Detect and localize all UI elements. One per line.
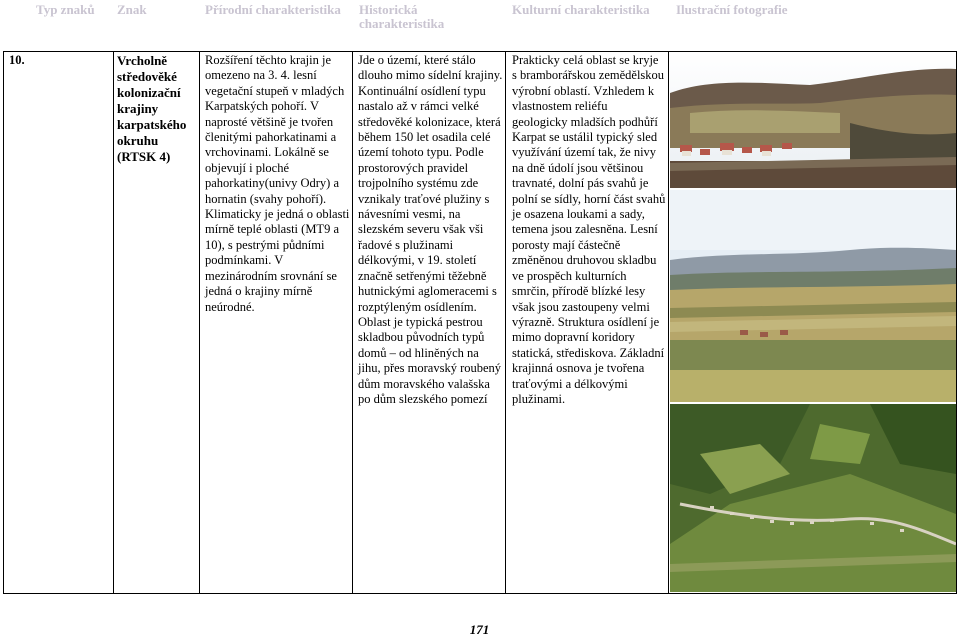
column-divider [668,51,669,594]
historical-characteristic: Jde o území, které stálo dlouho mimo sídelní krajiny. Kontinuální osídlení typu nastalo až v rámci velké středověké kolonizace, která během 150 let osadila celé území tohoto typu. Podle prostorových pravidel trojpolního systému zde vznikaly traťové plužiny s návesními vesmi, na slezském severu však vši řadové s plužinami délkovými, v 19. století značně setřenými těžebně hutnickými aglomeracemi s rozptýleným osídlením. Oblast je typická pestrou skladbou původních typů domů – od hliněných na jihu, přes moravský roubený dům moravského valašska po dům slezského pomezí [358,53,503,406]
photo-hill-fields [670,190,956,402]
header-foto: Ilustrační fotografie [676,2,788,17]
photo-village-landscape [670,53,956,188]
column-divider [352,51,353,594]
photo-aerial-satellite [670,404,956,592]
natural-characteristic: Rozšíření těchto krajin je omezeno na 3. 4. lesní vegetační stupeň v mladých Karpatských pohoří. V naprosté většině je tvořen členitými pahorkatinami a vrchovinami. Lokálně se objevují i ploché pahorkatiny(univy Odry) a hornatin (svahy pohoří). Klimaticky je jedná o oblasti mírně teplé oblasti (MT9 a 10), s pestrými půdními podmínkami. V mezinárodním srovnání se jedná o krajiny mírně neúrodné. [205,53,350,314]
row-number: 10. [9,53,25,67]
table-header [0,0,959,40]
column-divider [505,51,506,594]
header-prirodni: Přírodní charakteristika [205,2,341,17]
header-typ-znaku: Typ znaků [36,2,95,17]
page-number: 171 [469,622,490,637]
column-divider [113,51,114,594]
cultural-characteristic: Prakticky celá oblast se kryje s bramborářskou zemědělskou výrobní oblastí. Vzhledem k vlastnostem reliéfu geologicky mladších podhůří Karpat se ustálil typický sled využívání území tak, že nivy na dně údolí jsou většinou travnaté, dolní pás svahů je polní se sídly, horní část svahů je osazena loukami a sady, temena jsou zalesněna. Lesní porosty mají částečně změněnou druhovou skladbu ve prospěch kulturních smrčin, přírodě blízké lesy však jsou zastoupeny velmi výrazně. Struktura osídlení je mimo dopravní koridory statická, střediskova. Základní krajinná osnova je tvořena traťovými a délkovými plužinami. [512,53,666,406]
header-kulturni: Kulturní charakteristika [512,2,650,17]
row-name: Vrcholně středověké kolonizační krajiny karpatského okruhu (RTSK 4) [117,53,187,164]
header-historicka: Historická charakteristika [359,2,445,31]
header-znak: Znak [117,2,147,17]
column-divider [199,51,200,594]
